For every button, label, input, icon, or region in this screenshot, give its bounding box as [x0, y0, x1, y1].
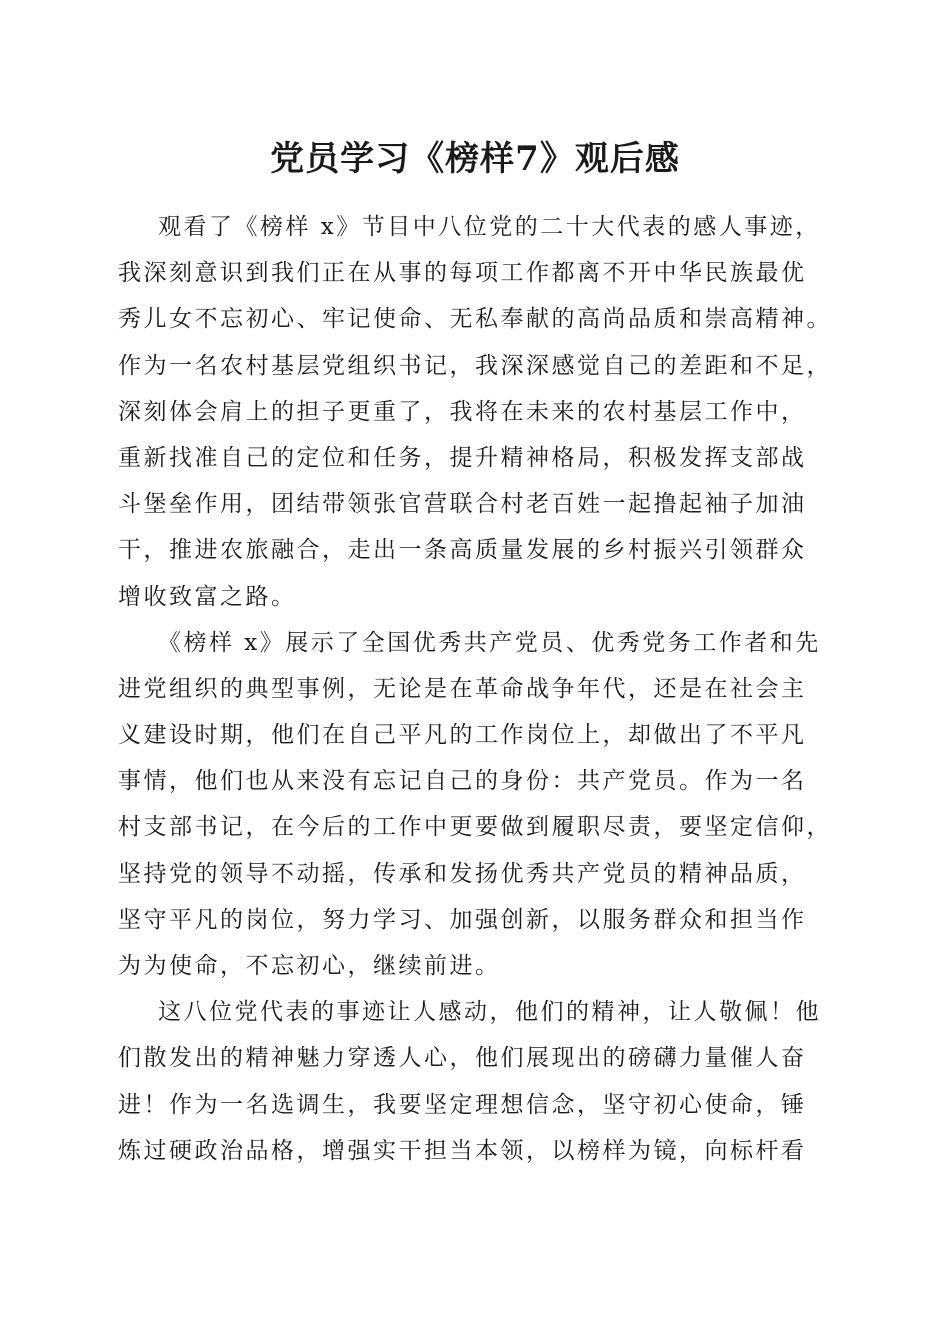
text-line: 作为一名农村基层党组织书记，我深深感觉自己的差距和不足， [118, 352, 832, 379]
text-line: 坚持党的领导不动摇，传承和发扬优秀共产党员的精神品质， [118, 860, 807, 887]
text-line: 我深刻意识到我们正在从事的每项工作都离不开中华民族最优 [118, 260, 807, 287]
text-line: 深刻体会肩上的担子更重了，我将在未来的农村基层工作中， [118, 398, 807, 425]
text-line: 《榜样 x》展示了全国优秀共产党员、优秀党务工作者和先 [158, 629, 821, 656]
text-line: 进党组织的典型事例，无论是在革命战争年代，还是在社会主 [118, 675, 807, 702]
document-body [118, 204, 848, 1174]
text-line: 坚守平凡的岗位，努力学习、加强创新，以服务群众和担当作 [118, 906, 807, 933]
text-line: 秀儿女不忘初心、牢记使命、无私奉献的高尚品质和崇高精神。 [118, 306, 832, 333]
text-line: 增收致富之路。 [118, 583, 297, 610]
paragraph-1 [118, 204, 848, 620]
text-line: 斗堡垒作用，团结带领张官营联合村老百姓一起撸起袖子加油 [118, 491, 807, 518]
text-line: 们散发出的精神魅力穿透人心，他们展现出的磅礴力量催人奋 [118, 1045, 807, 1072]
text-line: 事情，他们也从来没有忘记自己的身份：共产党员。作为一名 [118, 768, 807, 795]
text-line: 义建设时期，他们在自己平凡的工作岗位上，却做出了不平凡 [118, 722, 807, 749]
text-line: 进！作为一名选调生，我要坚定理想信念，坚守初心使命，锤 [118, 1091, 807, 1118]
document-title: 党员学习《榜样7》观后感 [270, 139, 680, 179]
text-line: 为为使命，不忘初心，继续前进。 [118, 953, 501, 979]
paragraph-2 [118, 620, 848, 990]
text-line: 观看了《榜样 x》节目中八位党的二十大代表的感人事迹， [158, 214, 821, 240]
text-line: 村支部书记，在今后的工作中更要做到履职尽责，要坚定信仰， [118, 814, 832, 841]
text-line: 重新找准自己的定位和任务，提升精神格局，积极发挥支部战 [118, 444, 807, 471]
text-line: 这八位党代表的事迹让人感动，他们的精神，让人敬佩！他 [158, 999, 821, 1026]
text-line: 干，推进农旅融合，走出一条高质量发展的乡村振兴引领群众 [118, 537, 807, 564]
paragraph-3 [118, 989, 848, 1174]
text-line: 炼过硬政治品格，增强实干担当本领，以榜样为镜，向标杆看 [118, 1137, 807, 1164]
